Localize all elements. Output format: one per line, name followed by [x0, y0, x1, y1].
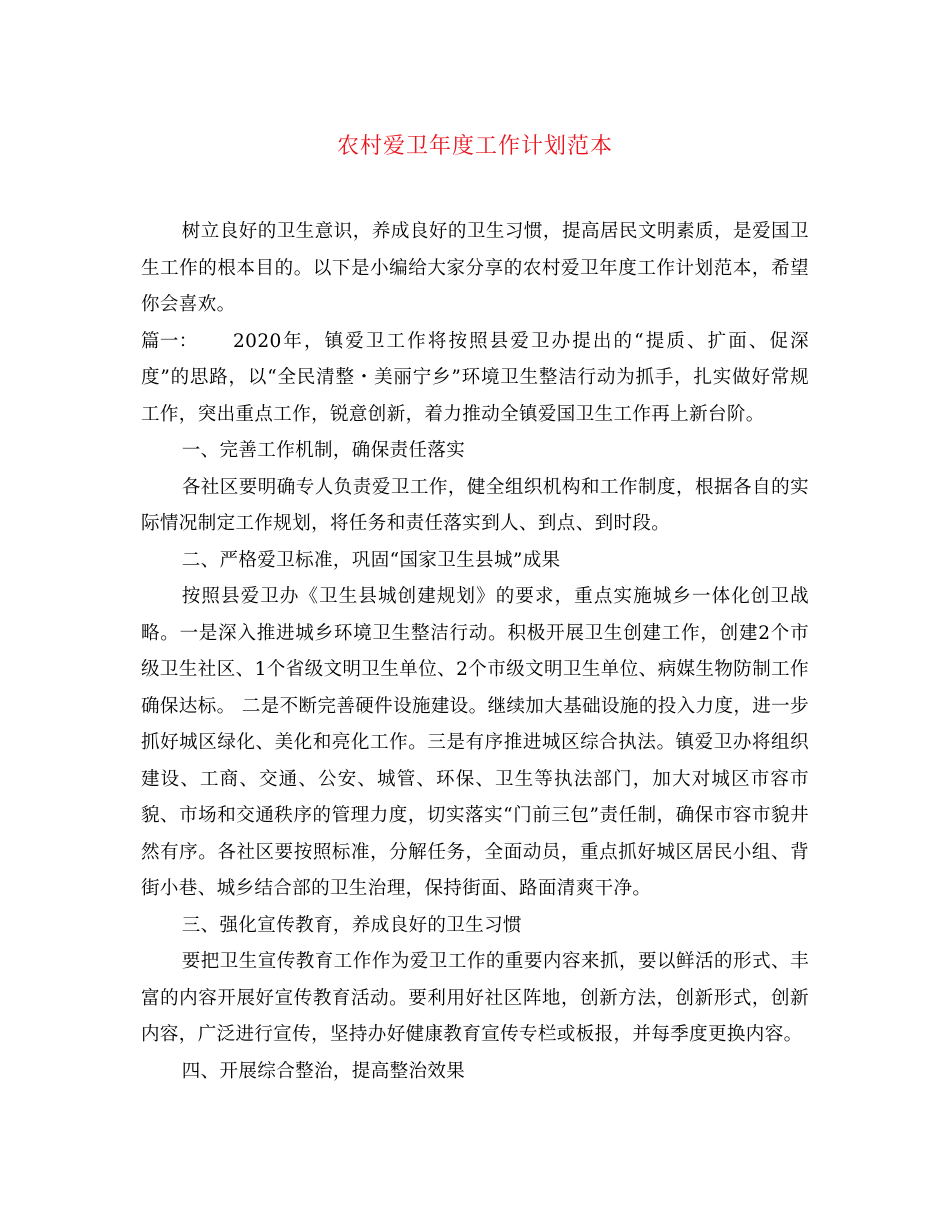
- section-two-heading: 二、严格爱卫标准，巩固“国家卫生县城”成果: [181, 549, 561, 571]
- section-three-body: 要把卫生宣传教育工作作为爱卫工作的重要内容来抓，要以鲜活的形式、丰富的内容开展好宣传教育活动。要利用好社区阵地，创新方法，创新形式，创新内容，广泛进行宣传，坚持办好健康教育宣传专栏或板报，并每季度更换内容。: [141, 951, 809, 1045]
- section-two-body: 按照县爱卫办《卫生县城创建规划》的要求，重点实施城乡一体化创卫战略。一是深入推进城乡环境卫生整洁行动。积极开展卫生创建工作，创建2个市级卫生社区、1个省级文明卫生单位、2个市级文明卫生单位、病媒生物防制工作确保达标。 二是不断完善硬件设施建设。继续加大基础设施的投入力度，进一步抓好城区绿化、美化和亮化工作。三是有序推进城区综合执法。镇爱卫办将组织建设、工商、交通、公安、城管、环保、卫生等执法部门，加大对城区市容市貌、市场和交通秩序的管理力度，切实落实“门前三包”责任制，确保市容市貌井然有序。各社区要按照标准，分解任务，全面动员，重点抓好城区居民小组、背街小巷、城乡结合部的卫生治理，保持街面、路面清爽干净。: [141, 586, 809, 899]
- part-one-label: 篇一：: [141, 330, 198, 352]
- part-one-paragraph: [141, 324, 809, 434]
- document-body: [141, 214, 809, 1090]
- part-one-text: 2020年，镇爱卫工作将按照县爱卫办提出的“提质、扩面、促深度”的思路，以“全民清整・美丽宁乡”环境卫生整洁行动为抓手，扎实做好常规工作，突出重点工作，锐意创新，着力推动全镇爱国卫生工作再上新台阶。: [141, 330, 809, 425]
- intro-paragraph: 树立良好的卫生意识，养成良好的卫生习惯，提高居民文明素质，是爱国卫生工作的根本目的。以下是小编给大家分享的农村爱卫年度工作计划范本，希望你会喜欢。: [141, 221, 809, 315]
- section-one-body: 各社区要明确专人负责爱卫工作，健全组织机构和工作制度，根据各自的实际情况制定工作规划，将任务和责任落实到人、到点、到时段。: [141, 476, 809, 534]
- document-title: 农村爱卫年度工作计划范本: [336, 134, 613, 159]
- section-three-heading: 三、强化宣传教育，养成良好的卫生习惯: [181, 914, 522, 936]
- section-one-heading: 一、完善工作机制，确保责任落实: [181, 440, 466, 461]
- section-four-heading: 四、开展综合整治，提高整治效果: [181, 1060, 466, 1082]
